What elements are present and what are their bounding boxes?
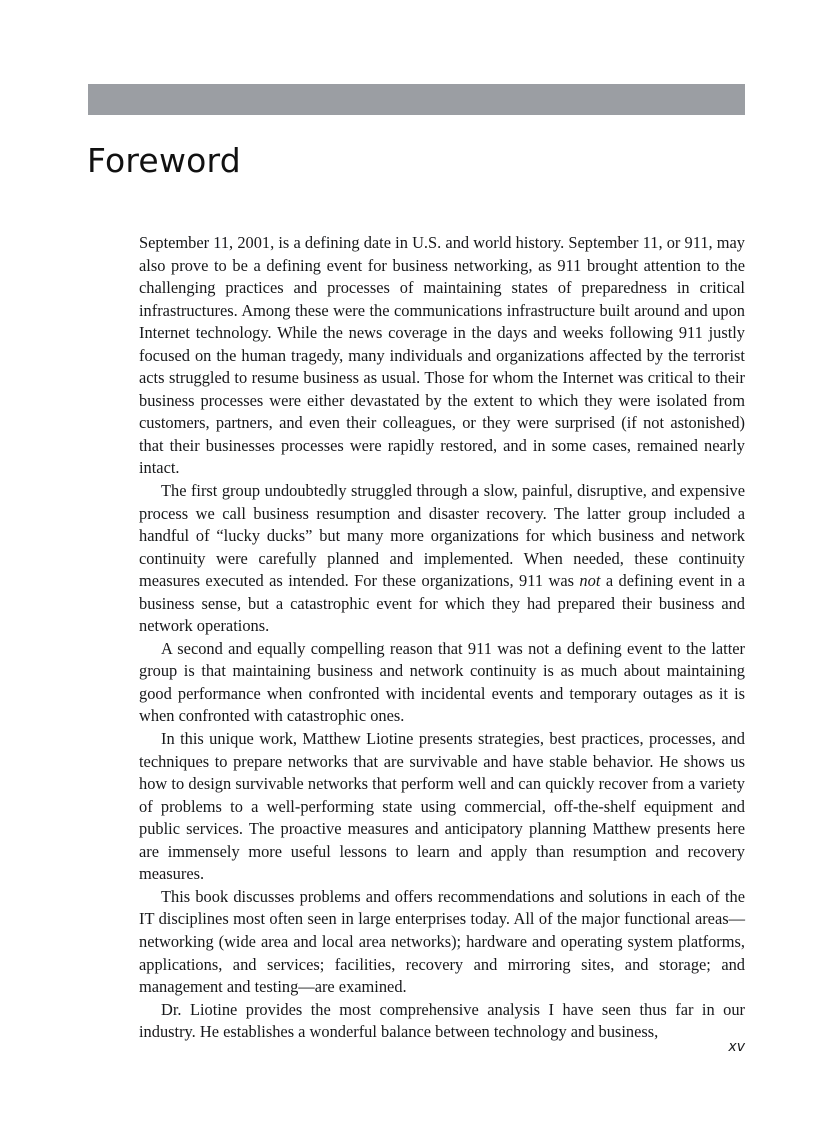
body-text-run: The first group undoubtedly struggled through a slow, painful, disruptive, and expensive process we call business resumption and disaster recovery. The latter group included a handful of “lucky ducks” but many more organizations for which business and network continuity were carefully planned and implemented. When needed, these continuity measures executed as intended. For these organizations, 911 was bbox=[139, 481, 745, 591]
body-text-run: This book discusses problems and offers recommendations and solutions in each of the IT disciplines most often seen in large enterprises today. All of the major functional areas—networking (wide area and local area networks); hardware and operating system platforms, applications, and services; facilities, recovery and mirroring sites, and storage; and management and testing—are examined. bbox=[139, 886, 745, 997]
chapter-header-bar bbox=[88, 84, 745, 115]
body-text-run: Dr. Liotine provides the most comprehensive analysis I have seen thus far in our industry. He establishes a wonderful balance between technology and business, bbox=[139, 999, 745, 1042]
body-text-run: A second and equally compelling reason that 911 was not a defining event to the latter group is that maintaining business and network continuity is as much about maintaining good performance when confronted with incidental events and temporary outages as it is when confronted with catastrophic ones. bbox=[139, 638, 745, 726]
body-text-run: In this unique work, Matthew Liotine presents strategies, best practices, processes, and techniques to prepare networks that are survivable and have stable behavior. He shows us how to design survivable networks that perform well and can quickly recover from a variety of problems to a well-performing state using commercial, off-the-shelf equipment and public services. The proactive measures and anticipatory planning Matthew presents here are immensely more useful lessons to learn and apply than resumption and recovery measures. bbox=[139, 729, 745, 884]
body-paragraph bbox=[139, 728, 745, 886]
emphasis-text: not bbox=[579, 571, 601, 591]
body-paragraph bbox=[139, 886, 745, 999]
page-title: Foreword bbox=[87, 141, 241, 181]
body-text-run: a defining event in a business sense, but a catastrophic event for which they had prepared their business and network operations. bbox=[139, 571, 746, 636]
body-text-run: September 11, 2001, is a defining date in U.S. and world history. September 11, or 911, may also prove to be a defining event for business networking, as 911 brought attention to the challenging practices and processes of maintaining states of preparedness in critical infrastructures. Among these were the communications infrastructure built around and upon Internet technology. While the news coverage in the days and weeks following 911 justly focused on the human tragedy, many individuals and organizations affected by the terrorist acts struggled to resume business as usual. Those for whom the Internet was critical to their business processes were either devastated by the extent to which they were isolated from customers, partners, and even their colleagues, or they were surprised (if not astonished) that their businesses processes were rapidly restored, and in some cases, remained nearly intact. bbox=[139, 233, 745, 478]
body-text-column bbox=[139, 232, 745, 1044]
body-paragraph bbox=[139, 232, 745, 480]
body-paragraph bbox=[139, 638, 745, 728]
page-number: xv bbox=[728, 1039, 745, 1055]
body-paragraph bbox=[139, 480, 745, 638]
body-paragraph bbox=[139, 999, 745, 1044]
